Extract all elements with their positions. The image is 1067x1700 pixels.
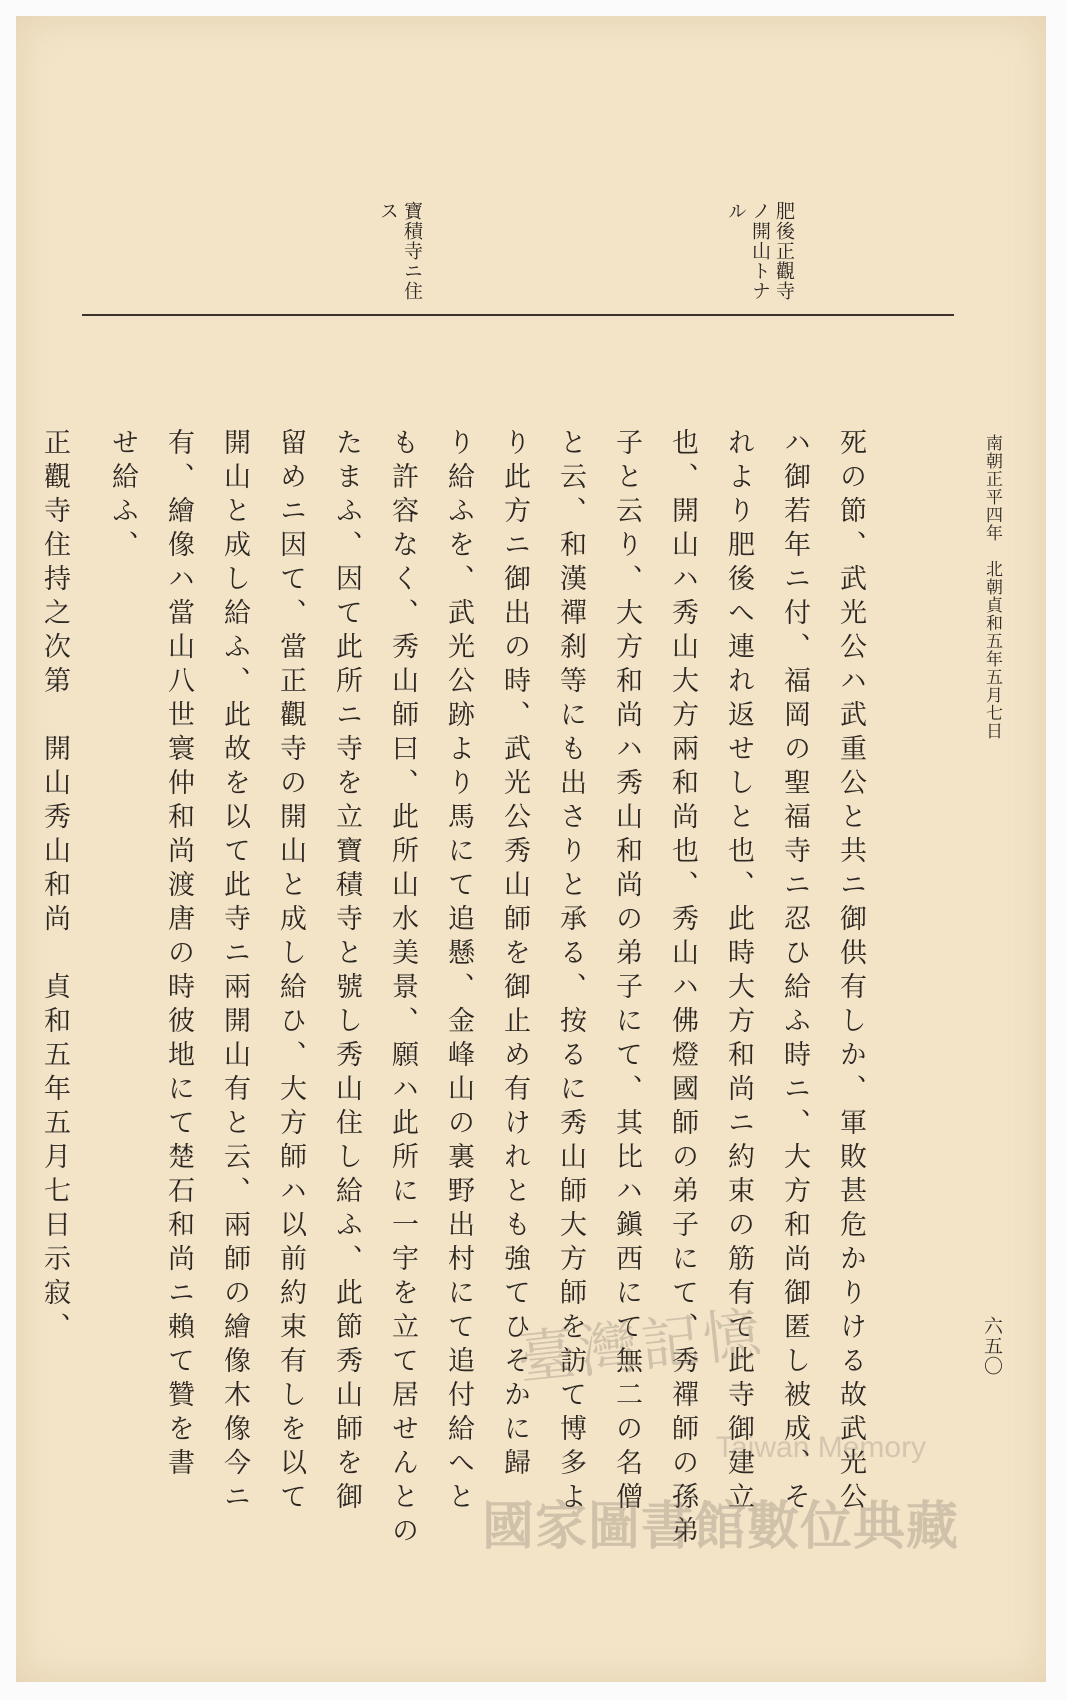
header-rule bbox=[82, 314, 954, 316]
text-column-14: せ給ふ、 bbox=[107, 428, 138, 564]
watermark-title: 臺灣記憶 bbox=[514, 1299, 769, 1393]
text-column-10: たまふ、因て此所ニ寺を立寶積寺と號し秀山住し給ふ、此節秀山師を御 bbox=[331, 428, 362, 1516]
text-column-6: と云、和漢禪刹等にも出さりと承る、按るに秀山師大方師を訪て博多よ bbox=[555, 428, 586, 1516]
text-column-3: れより肥後へ連れ返せしと也、此時大方和尚ニ約束の筋有て此寺御建立 bbox=[723, 428, 754, 1516]
text-column-12: 開山と成し給ふ、此故を以て此寺ニ兩開山有と云、兩師の繪像木像今ニ bbox=[219, 428, 250, 1516]
watermark-org: 國家圖書館數位典藏 bbox=[482, 1497, 960, 1557]
page-number: 六五〇 bbox=[981, 1316, 1003, 1376]
watermark-english: Taiwan Memory bbox=[716, 1431, 927, 1464]
text-column-5: 子と云り、大方和尚ハ秀山和尚の弟子にて、其比ハ鎭西にて無二の名僧 bbox=[611, 428, 642, 1516]
text-column-13: 有、繪像ハ當山八世寰仲和尚渡唐の時彼地にて楚石和尚ニ賴て贊を書 bbox=[163, 428, 194, 1482]
section-heading: 正觀寺住持之次第 開山秀山和尚 貞和五年五月七日示寂、 bbox=[39, 428, 70, 1346]
margin-note-1: 肥後正觀寺ノ開山トナル bbox=[725, 201, 795, 301]
book-page bbox=[16, 16, 1046, 1682]
running-header-date: 南朝正平四年 北朝貞和五年五月七日 bbox=[982, 434, 1002, 740]
margin-note-2: 寶積寺ニ住ス bbox=[377, 201, 423, 301]
text-column-11: 留めニ因て、當正觀寺の開山と成し給ひ、大方師ハ以前約束有しを以て bbox=[275, 428, 306, 1516]
text-column-7: り此方ニ御出の時、武光公秀山師を御止め有けれとも強てひそかに歸 bbox=[499, 428, 530, 1482]
text-column-9: も許容なく、秀山師曰、此所山水美景、願ハ此所に一宇を立て居せんとの bbox=[387, 428, 418, 1550]
text-column-2: ハ御若年ニ付、福岡の聖福寺ニ忍ひ給ふ時ニ、大方和尚御匿し被成、そ bbox=[779, 428, 810, 1516]
text-column-1: 死の節、武光公ハ武重公と共ニ御供有しか、軍敗甚危かりける故武光公 bbox=[835, 428, 866, 1516]
text-column-4: 也、開山ハ秀山大方兩和尚也、秀山ハ佛燈國師の弟子にて、秀禪師の孫弟 bbox=[667, 428, 698, 1550]
text-column-8: り給ふを、武光公跡より馬にて追懸、金峰山の裏野出村にて追付給へと bbox=[443, 428, 474, 1516]
